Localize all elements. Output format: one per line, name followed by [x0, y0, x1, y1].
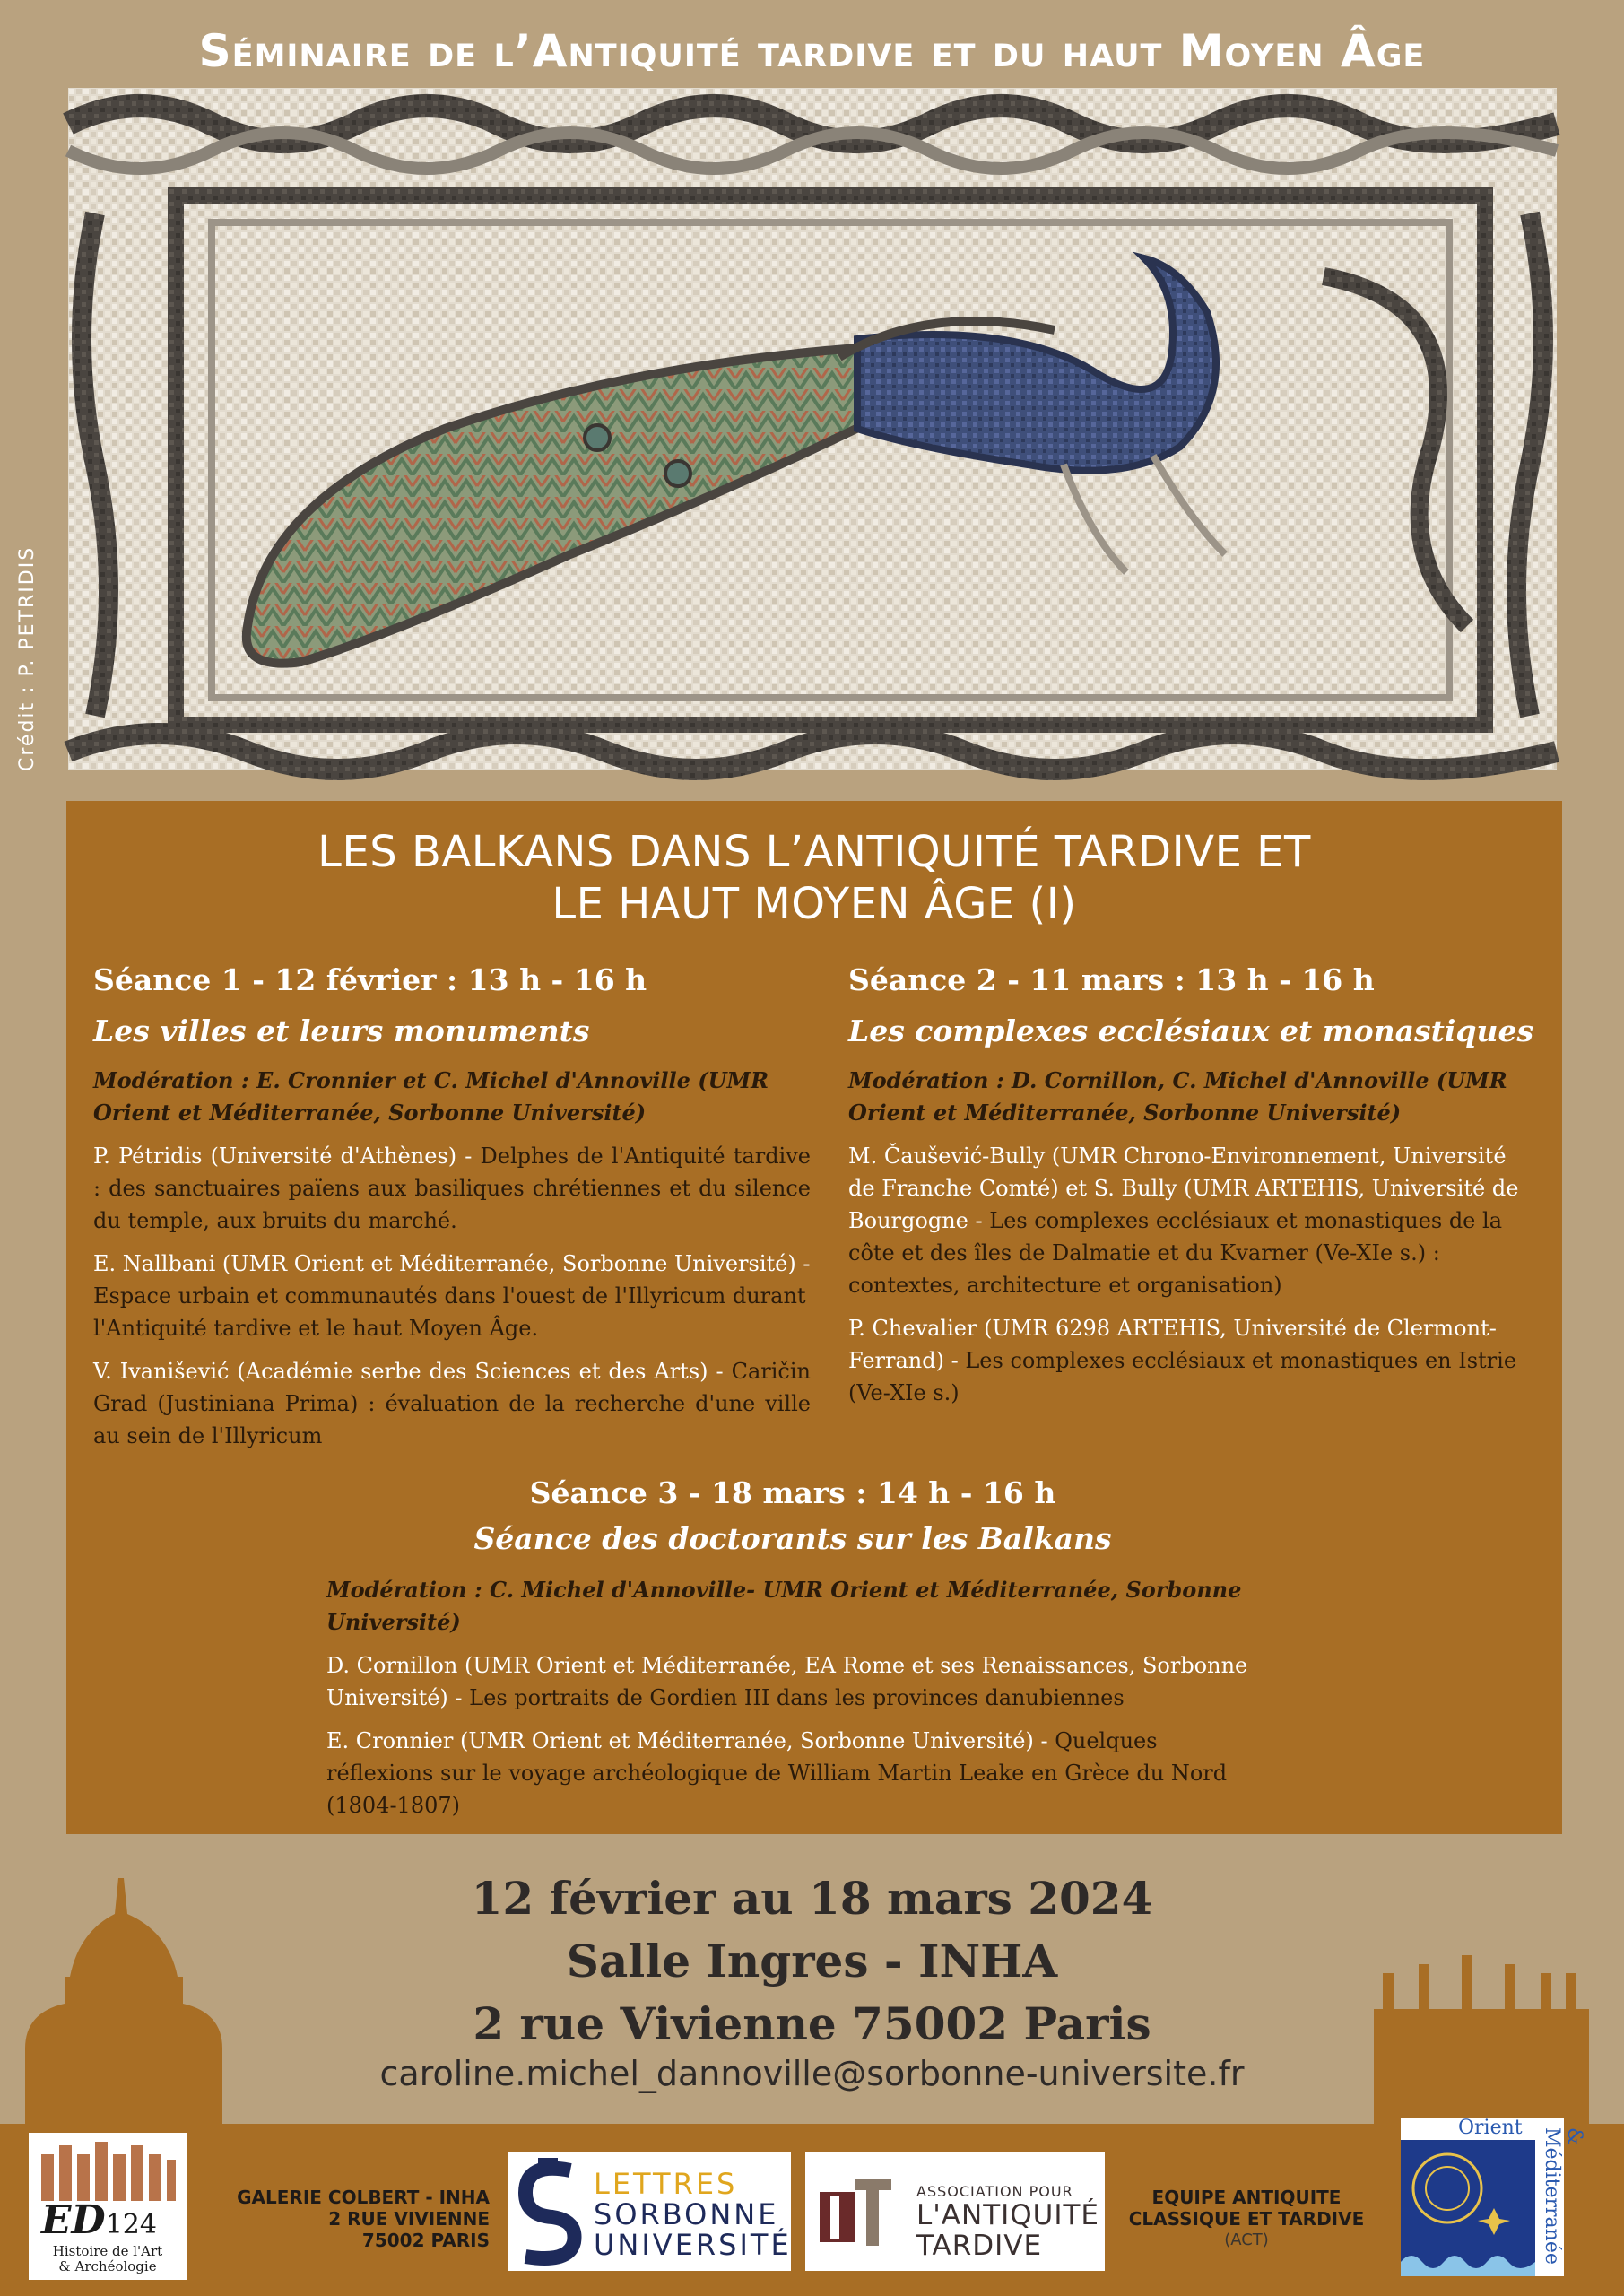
talk-speaker: E. Cronnier (UMR Orient et Méditerranée, Sorbonne Université) - [326, 1728, 1055, 1753]
talk-title: Les complexes ecclésiaux et monastiques en Istrie (Ve-XIe s.) [848, 1348, 1517, 1405]
session-heading: Séance 3 - 18 mars : 14 h - 16 h [529, 1475, 1056, 1510]
peacock-mosaic-illustration [68, 88, 1557, 770]
talk-title: Les complexes ecclésiaux et monastiques de la côte et des îles de Dalmatie et du Kvarner (Ve-XIe s.) : contextes, architecture et organisation) [848, 1208, 1502, 1298]
orient-word: Orient [1458, 2117, 1523, 2139]
program-title [66, 826, 1562, 930]
talk-speaker: V. Ivanišević (Académie serbe des Sciences et des Arts) - [93, 1359, 732, 1384]
event-dates: 12 février au 18 mars 2024 [471, 1872, 1153, 1925]
talk-speaker: P. Chevalier (UMR 6298 ARTEHIS, Université de Clermont-Ferrand) - [848, 1316, 1497, 1373]
session-theme: Séance des doctorants sur les Balkans [473, 1521, 1112, 1556]
session-1 [93, 962, 811, 1463]
ed-subtitle: Histoire de l'Art & Archéologie [52, 2243, 163, 2274]
equipe-act: EQUIPE ANTIQUITE CLASSIQUE ET TARDIVE (ACT) [1128, 2187, 1365, 2249]
program-title-line2: LE HAUT MOYEN ÂGE (I) [551, 879, 1077, 929]
session-moderation: Modération : E. Cronnier et C. Michel d'Annoville (UMR Orient et Méditerranée, Sorbonne Université) [93, 1067, 769, 1126]
session-moderation: Modération : C. Michel d'Annoville- UMR Orient et Méditerranée, Sorbonne Université) [326, 1577, 1242, 1635]
photo-credit: Crédit : P. PETRIDIS [16, 545, 39, 771]
contact-email[interactable]: caroline.michel_dannoville@sorbonne-universite.fr [379, 2054, 1245, 2093]
talk [93, 1355, 811, 1452]
session-heading: Séance 1 - 12 février : 13 h - 16 h [93, 962, 647, 997]
seminar-title: Séminaire de l’Antiquité tardive et du haut Moyen Âge [198, 25, 1426, 77]
talk [93, 1140, 811, 1237]
program-panel [66, 801, 1562, 1834]
association-text: ASSOCIATION POUR L'ANTIQUITÉ TARDIVE [916, 2183, 1100, 2262]
mediterranee-word: & Méditerranée [1541, 2127, 1585, 2265]
session-3 [326, 1475, 1259, 1832]
galerie-address: GALERIE COLBERT - INHA 2 RUE VIVIENNE 75002 PARIS [237, 2187, 490, 2251]
session-theme: Les complexes ecclésiaux et monastiques [848, 1013, 1534, 1048]
session-heading: Séance 2 - 11 mars : 13 h - 16 h [848, 962, 1375, 997]
ed124-logo [29, 2133, 187, 2280]
lettres-sorbonne-logo [508, 2152, 791, 2271]
talk-title: Espace urbain et communautés dans l'ouest de l'Illyricum durant l'Antiquité tardive et le haut Moyen Âge. [93, 1283, 806, 1341]
event-address: 2 rue Vivienne 75002 Paris [473, 1997, 1151, 2050]
talk-title: Les portraits de Gordien III dans les provinces danubiennes [469, 1685, 1125, 1710]
sorbonne-s-icon [508, 2152, 588, 2271]
orient-mediterranee-logo [1401, 2117, 1585, 2276]
program-title-line1: LES BALKANS DANS L’ANTIQUITÉ TARDIVE ET [317, 827, 1311, 877]
mosaic-photo [68, 88, 1557, 770]
association-at-icon [805, 2152, 904, 2271]
session-theme: Les villes et leurs monuments [93, 1013, 590, 1048]
antiquite-tardive-logo [805, 2152, 1105, 2271]
session-moderation: Modération : D. Cornillon, C. Michel d'Annoville (UMR Orient et Méditerranée, Sorbonne Université) [848, 1067, 1507, 1126]
talk [848, 1312, 1539, 1409]
talk [326, 1649, 1259, 1714]
talk [93, 1248, 811, 1344]
session-2 [848, 962, 1539, 1420]
event-info [0, 1867, 1624, 2056]
ed-number: ED124 [41, 2197, 157, 2243]
talk [848, 1140, 1539, 1301]
talk [326, 1725, 1259, 1822]
talk-speaker: D. Cornillon (UMR Orient et Méditerranée, EA Rome et ses Renaissances, Sorbonne Université) - [326, 1653, 1248, 1710]
talk-title: Caričin Grad (Justiniana Prima) : évaluation de la recherche d'une ville au sein de l'Illyricum [93, 1359, 811, 1448]
talk-title: Quelques réflexions sur le voyage archéologique de William Martin Leake en Grèce du Nord (1804-1807) [326, 1728, 1228, 1818]
talk-speaker: M. Čaušević-Bully (UMR Chrono-Environnement, Université de Franche Comté) et S. Bully (UMR ARTEHIS, Université de Bourgogne - [848, 1144, 1519, 1233]
talk-title: Delphes de l'Antiquité tardive : des sanctuaires païens aux basiliques chrétiennes et du silence du temple, aux bruits du marché. [93, 1144, 811, 1233]
talk-speaker: E. Nallbani (UMR Orient et Méditerranée, Sorbonne Université) - [93, 1251, 811, 1276]
astrolabe-icon [1401, 2118, 1564, 2276]
talk-speaker: P. Pétridis (Université d'Athènes) - [93, 1144, 481, 1169]
event-venue: Salle Ingres - INHA [566, 1935, 1058, 1987]
lettres-text: LETTRES SORBONNE UNIVERSITÉ [594, 2167, 792, 2262]
ed-building-icon [29, 2133, 187, 2205]
